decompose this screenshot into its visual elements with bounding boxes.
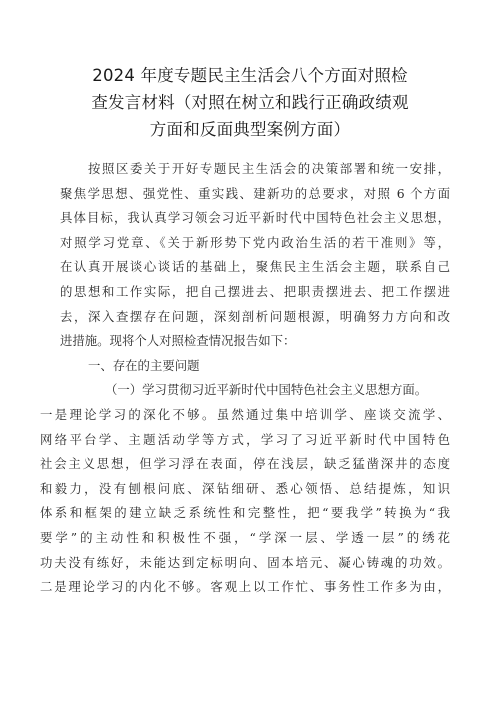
title-line-1: 2024 年度专题民主生活会八个方面对照检	[92, 66, 408, 85]
intro-line: 在认真开展谈心谈话的基础上，聚焦民主生活会主题，联系自己	[60, 259, 450, 275]
intro-line: 对照学习党章、《关于新形势下党内政治生活的若干准则》等，	[60, 234, 450, 250]
document-body	[40, 157, 450, 600]
body-line: 网络平台学、主题活动学等方式，学习了习近平新时代中国特色	[40, 431, 450, 447]
body-paragraph	[40, 403, 450, 600]
subsection-heading: （一）学习贯彻习近平新时代中国特色社会主义思想方面。	[105, 382, 428, 398]
intro-paragraph	[60, 157, 450, 354]
body-line: 二是理论学习的内化不够。客观上以工作忙、事务性工作多为由，	[40, 579, 450, 595]
intro-line: 按照区委关于开好专题民主生活会的决策部署和统一安排，	[88, 161, 450, 176]
intro-line: 去，深入查摆存在问题，深刻剖析问题根源，明确努力方向和改	[60, 308, 450, 324]
intro-line: 聚焦学思想、强党性、重实践、建新功的总要求，对照 6 个方面	[60, 185, 450, 201]
document-title	[40, 62, 460, 143]
intro-line: 的思想和工作实际，把自己摆进去、把职责摆进去、把工作摆进	[60, 283, 450, 299]
title-line-2: 查发言材料（对照在树立和践行正确政绩观	[91, 93, 409, 112]
body-line: 功夫没有练好，未能达到定标明向、固本培元、凝心铸魂的功效。	[40, 554, 450, 570]
section-heading: 一、存在的主要问题	[88, 357, 200, 373]
body-line: 要学”的主动性和积极性不强，“学深一层、学透一层”的绣花	[40, 529, 450, 545]
body-line: 和毅力，没有刨根问底、深钻细研、悉心领悟、总结提炼，知识	[40, 480, 450, 496]
body-line: 一是理论学习的深化不够。虽然通过集中培训学、座谈交流学、	[40, 406, 450, 422]
intro-line: 具体目标，我认真学习领会习近平新时代中国特色社会主义思想，	[60, 210, 450, 226]
body-line: 体系和框架的建立缺乏系统性和完整性，把“要我学”转换为“我	[40, 505, 450, 521]
title-line-3: 方面和反面典型案例方面）	[149, 120, 351, 139]
intro-line: 进措施。现将个人对照检查情况报告如下：	[60, 333, 296, 349]
body-line: 社会主义思想，但学习浮在表面，停在浅层，缺乏猛凿深井的态度	[40, 456, 450, 472]
